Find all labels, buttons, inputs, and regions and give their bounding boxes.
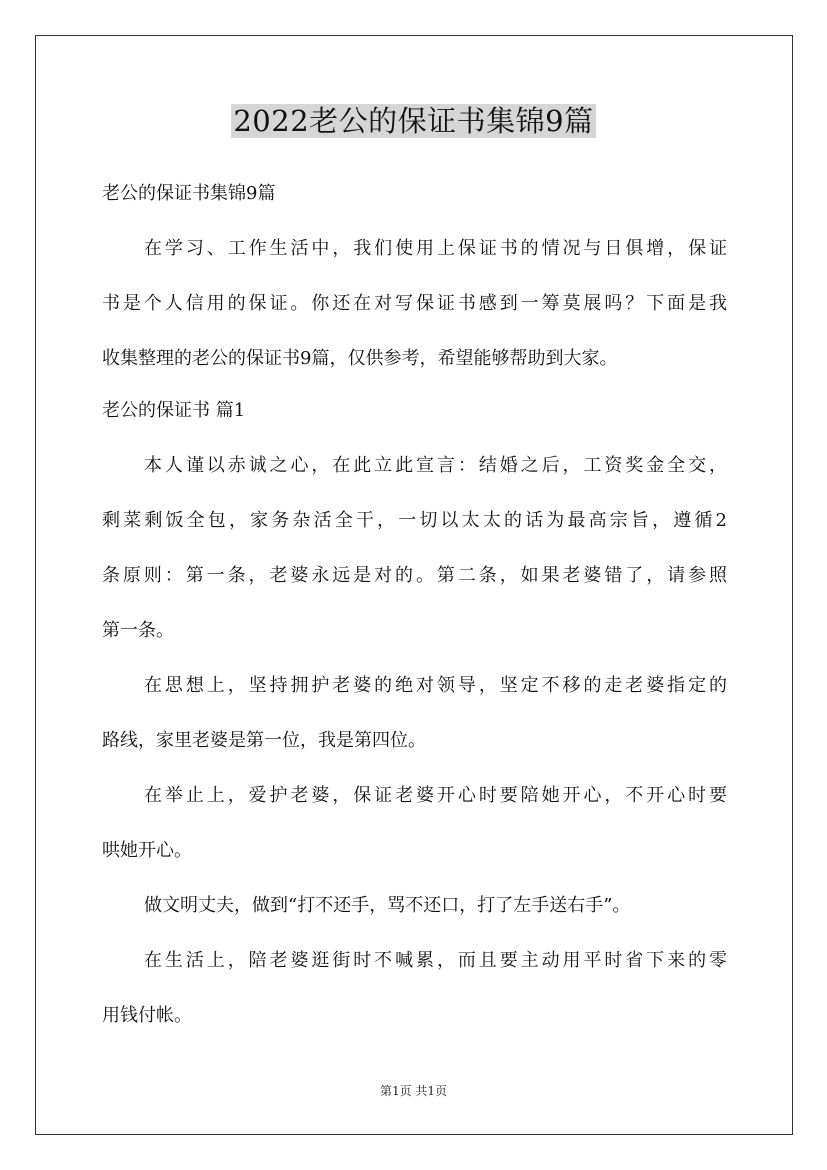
intro-line-2: 书是个人信用的保证。你还在对写保证书感到一筹莫展吗？下面是我 [102, 293, 727, 314]
intro-line-3: 收集整理的老公的保证书9篇，仅供参考，希望能够帮助到大家。 [102, 348, 618, 369]
section-heading: 老公的保证书 篇1 [102, 400, 246, 421]
intro-line-1: 在学习、工作生活中，我们使用上保证书的情况与日俱增，保证 [144, 238, 727, 259]
paragraph-5-line-2: 用钱付帐。 [102, 1005, 192, 1026]
paragraph-1-line-1: 本人谨以赤诚之心，在此立此宣言：结婚之后，工资奖金全交， [144, 455, 727, 476]
document-title: 2022老公的保证书集锦9篇 [233, 104, 594, 138]
page-footer: 第1页 共1页 [379, 1084, 448, 1098]
paragraph-1-line-4: 第一条。 [102, 620, 174, 641]
paragraph-4-line-1: 做文明丈夫，做到“打不还手，骂不还口，打了左手送右手”。 [144, 895, 631, 916]
paragraph-2-line-1: 在思想上，坚持拥护老婆的绝对领导，坚定不移的走老婆指定的 [144, 675, 727, 696]
paragraph-3-line-1: 在举止上，爱护老婆，保证老婆开心时要陪她开心，不开心时要 [144, 785, 727, 806]
paragraph-1-line-2: 剩菜剩饭全包，家务杂活全干，一切以太太的话为最高宗旨，遵循2 [102, 510, 727, 531]
paragraph-3-line-2: 哄她开心。 [102, 840, 192, 861]
document-subtitle: 老公的保证书集锦9篇 [102, 183, 276, 204]
paragraph-5-line-1: 在生活上，陪老婆逛街时不喊累，而且要主动用平时省下来的零 [144, 950, 727, 971]
paragraph-1-line-3: 条原则：第一条，老婆永远是对的。第二条，如果老婆错了，请参照 [102, 565, 727, 586]
paragraph-2-line-2: 路线，家里老婆是第一位，我是第四位。 [102, 730, 426, 751]
